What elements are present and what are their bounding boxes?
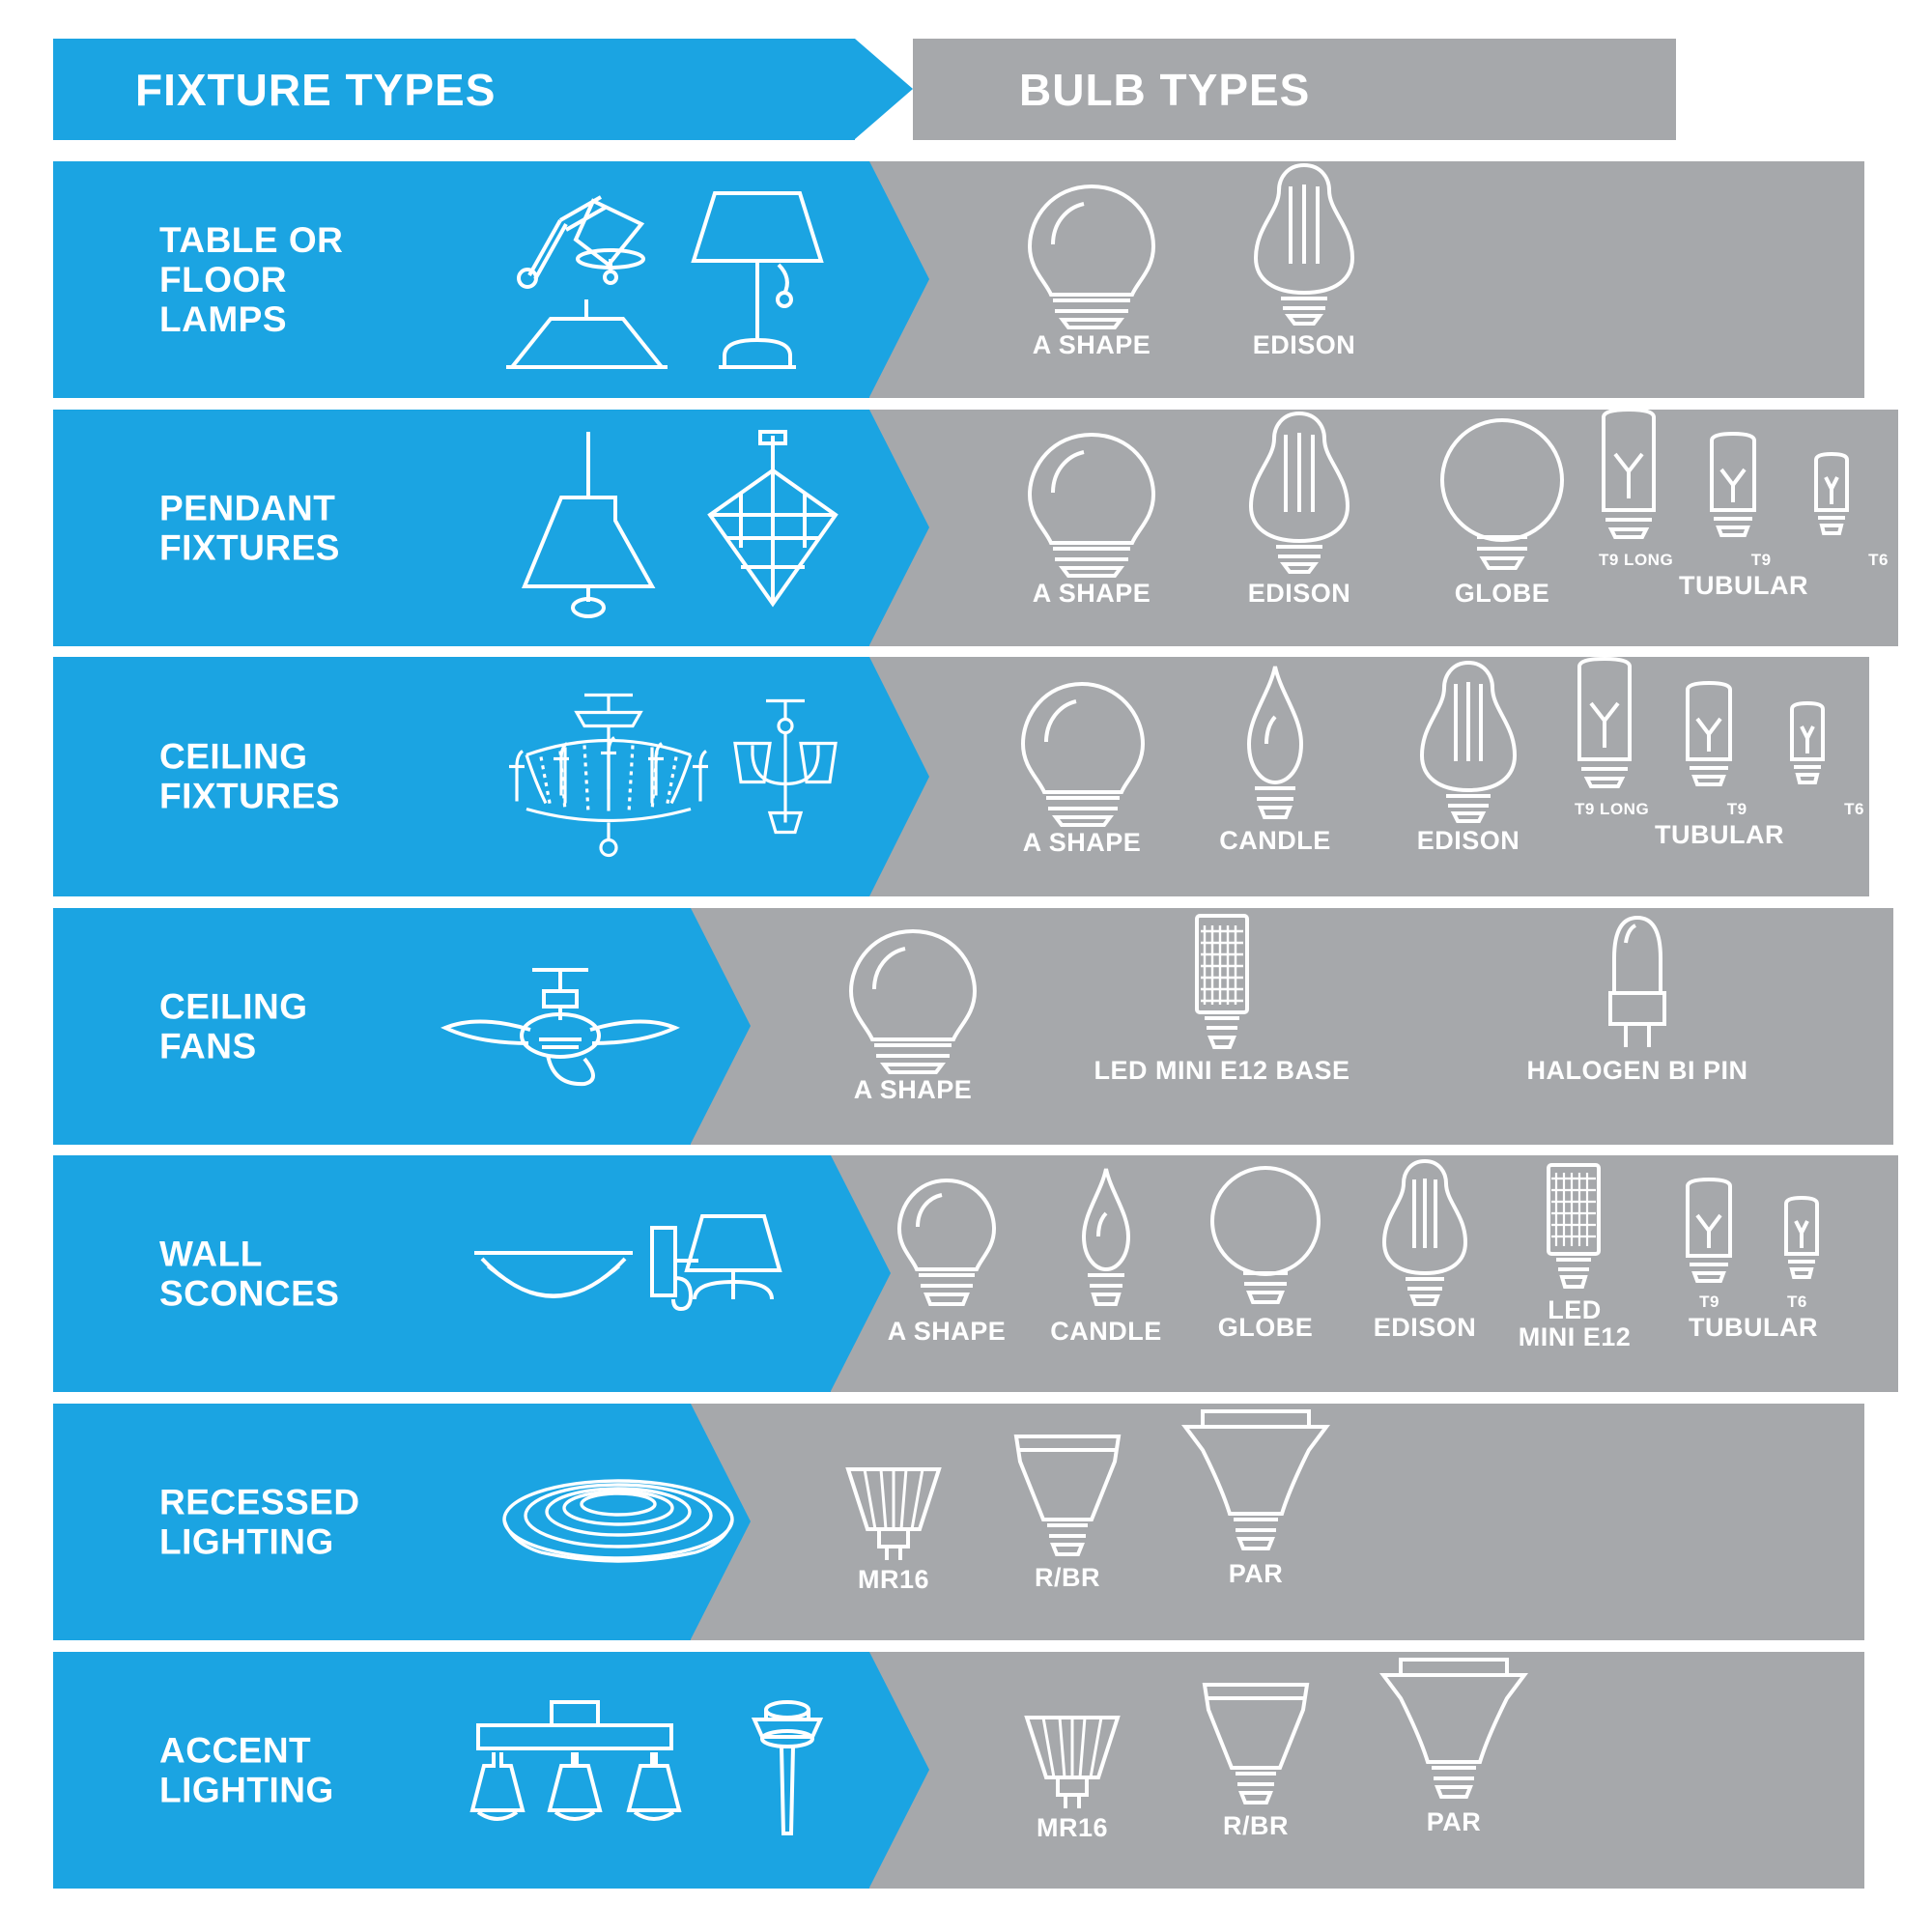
bulb-item xyxy=(980,674,1183,856)
bulb-list xyxy=(980,1652,1676,1889)
fixture-icons xyxy=(440,964,681,1090)
bulb-list xyxy=(980,657,1879,896)
bulb-item xyxy=(1159,1406,1352,1587)
bulb-list xyxy=(855,1155,1898,1392)
bulb-label: PAR xyxy=(1426,1807,1482,1836)
fixture-label-line2: FIXTURES xyxy=(159,777,340,816)
bulb-label: R/BR xyxy=(1035,1563,1100,1592)
bulb-label: CANDLE xyxy=(1219,826,1331,855)
bulb-label: LED MINI E12 BASE xyxy=(1094,1056,1350,1085)
fixture-label-line1: CEILING xyxy=(159,986,308,1027)
tubular-sub-label: T9 LONG xyxy=(1599,551,1674,569)
fixture-label-line2: LIGHTING xyxy=(159,1770,334,1810)
fixture-icons xyxy=(507,432,865,625)
fixture-icons xyxy=(493,184,879,377)
tubular-sub-label: T6 xyxy=(1844,800,1864,818)
tubular-bulb-icon xyxy=(1633,1177,1874,1293)
recessed-can-icon xyxy=(504,1481,732,1561)
fixture-icons xyxy=(469,1698,845,1843)
bulb-label: A SHAPE xyxy=(853,1075,973,1104)
row-ceiling-fans xyxy=(53,908,1893,1145)
a-shape-bulb-icon xyxy=(985,425,1198,580)
bulb-label: A SHAPE xyxy=(1032,579,1151,608)
a-shape-bulb-icon xyxy=(985,177,1198,331)
edison-bulb-icon xyxy=(1367,655,1570,827)
wall-shade-sconce-icon xyxy=(652,1216,780,1309)
bulb-item-tubular xyxy=(1584,406,1903,599)
bulb-item xyxy=(1193,406,1406,607)
tubular-bulb-icon xyxy=(1584,406,1903,551)
bulb-label: EDISON xyxy=(1247,579,1351,608)
mr16-bulb-icon xyxy=(980,1708,1164,1814)
track-light-icon xyxy=(472,1702,679,1819)
bulb-label: A SHAPE xyxy=(1022,828,1142,857)
mr16-bulb-icon xyxy=(807,1460,980,1566)
bulb-item xyxy=(1396,408,1608,607)
row-ceiling-fixtures xyxy=(53,657,1869,896)
led-mini-bulb-icon xyxy=(1014,912,1430,1057)
bulb-item xyxy=(980,1708,1164,1841)
tubular-sub-label: T9 LONG xyxy=(1575,800,1650,818)
row-recessed-lighting xyxy=(53,1404,1864,1640)
a-shape-bulb-icon xyxy=(855,1173,1038,1318)
tubular-sub-label: T9 xyxy=(1726,800,1747,818)
table-lamp-icon xyxy=(694,193,821,367)
fixture-label xyxy=(159,1482,360,1562)
par-bulb-icon xyxy=(1352,1654,1555,1808)
bulb-item xyxy=(1014,912,1430,1084)
a-shape-bulb-icon xyxy=(980,674,1183,829)
bulb-label: GLOBE xyxy=(1217,1313,1314,1342)
bulb-item xyxy=(1425,910,1850,1084)
bulb-label: TUBULAR xyxy=(1689,1313,1818,1342)
bulb-item xyxy=(1174,1157,1357,1341)
fixture-label-line2: FIXTURES xyxy=(159,527,340,568)
candle-bulb-icon xyxy=(1014,1163,1198,1318)
bulb-item xyxy=(807,922,1019,1103)
row-table-or-floor-lamps xyxy=(53,161,1864,398)
tubular-sub-label: T9 xyxy=(1750,551,1772,569)
fixture-icons xyxy=(469,1207,807,1342)
fixture-label-line1: RECESSED xyxy=(159,1482,360,1522)
bulb-label: TUBULAR xyxy=(1655,820,1784,849)
bulb-label: MR16 xyxy=(857,1565,930,1594)
fixture-label xyxy=(159,1730,334,1810)
bulb-label: A SHAPE xyxy=(1032,330,1151,359)
fixture-label xyxy=(159,986,308,1066)
bulb-label: PAR xyxy=(1228,1559,1284,1588)
bulb-list xyxy=(807,908,1889,1145)
bulb-label-line1: LED xyxy=(1548,1295,1602,1324)
fixture-label xyxy=(159,737,340,817)
bulb-list xyxy=(807,1404,1483,1640)
fixture-label-line1: CEILING xyxy=(159,736,308,777)
desk-lamp-icon xyxy=(506,197,668,367)
fixture-label xyxy=(159,1234,339,1314)
fixture-label-line1: ACCENT xyxy=(159,1730,312,1771)
bulb-list xyxy=(985,410,1903,646)
fixture-label-line2: FANS xyxy=(159,1026,257,1066)
bulb-label: EDISON xyxy=(1373,1313,1477,1342)
bulb-label: EDISON xyxy=(1416,826,1520,855)
fixture-label-line2: FLOOR xyxy=(159,259,287,299)
rbr-bulb-icon xyxy=(1159,1677,1352,1812)
bulb-label: A SHAPE xyxy=(887,1317,1007,1346)
row-pendant-fixtures xyxy=(53,410,1898,646)
wall-bowl-sconce-icon xyxy=(474,1253,633,1296)
fixture-label-line1: TABLE OR xyxy=(159,219,344,260)
tubular-bulb-icon xyxy=(1560,655,1879,800)
bulb-item xyxy=(985,425,1198,607)
chandelier-small-icon xyxy=(735,701,836,833)
rbr-bulb-icon xyxy=(976,1429,1159,1564)
fixture-label-line1: WALL xyxy=(159,1234,263,1274)
fixture-label xyxy=(159,488,340,568)
bulb-label: MR16 xyxy=(1036,1813,1109,1842)
fixture-label-line1: PENDANT xyxy=(159,488,336,528)
bulb-label: GLOBE xyxy=(1454,579,1550,608)
bulb-item xyxy=(1159,1677,1352,1839)
bulb-item xyxy=(1352,1654,1555,1835)
bulb-item xyxy=(985,177,1198,358)
fixture-label-line2: LIGHTING xyxy=(159,1521,334,1562)
par-bulb-icon xyxy=(1159,1406,1352,1560)
fixture-label-line3: LAMPS xyxy=(159,299,287,340)
header-bulb-types-label: BULB TYPES xyxy=(1019,64,1311,115)
bulb-item xyxy=(1014,1163,1198,1345)
bulb-label: CANDLE xyxy=(1050,1317,1162,1346)
edison-bulb-icon xyxy=(1198,157,1410,331)
bulb-item xyxy=(1367,655,1570,854)
edison-bulb-icon xyxy=(1193,406,1406,580)
fixture-icons xyxy=(469,688,894,867)
bulb-label: TUBULAR xyxy=(1679,571,1808,600)
bulb-label: EDISON xyxy=(1252,330,1356,359)
fixture-icons xyxy=(502,1469,734,1576)
fixture-label xyxy=(159,219,343,339)
bulb-item-tubular xyxy=(1560,655,1879,848)
bulb-item xyxy=(1198,157,1410,358)
candle-bulb-icon xyxy=(1174,661,1377,827)
globe-bulb-icon xyxy=(1174,1157,1357,1314)
path-light-icon xyxy=(754,1702,820,1833)
bulb-item xyxy=(976,1429,1159,1591)
bulb-item xyxy=(807,1460,980,1593)
bulb-label-line2: MINI E12 xyxy=(1518,1322,1632,1352)
bulb-label: R/BR xyxy=(1223,1811,1289,1840)
pendant-cage-icon xyxy=(710,432,836,604)
row-wall-sconces xyxy=(53,1155,1898,1392)
chandelier-large-icon xyxy=(509,696,708,856)
a-shape-bulb-icon xyxy=(807,922,1019,1076)
bulb-list xyxy=(985,161,1855,398)
header xyxy=(53,39,1623,140)
halogen-bipin-icon xyxy=(1425,910,1850,1057)
tubular-sub-label: T6 xyxy=(1787,1293,1807,1311)
tubular-sub-label: T9 xyxy=(1699,1293,1719,1311)
header-fixture-types-label: FIXTURE TYPES xyxy=(135,64,497,115)
bulb-item xyxy=(1174,661,1377,854)
globe-bulb-icon xyxy=(1396,408,1608,580)
ceiling-fan-icon xyxy=(445,970,675,1084)
row-accent-lighting xyxy=(53,1652,1864,1889)
bulb-label: HALOGEN BI PIN xyxy=(1526,1056,1748,1085)
pendant-cone-icon xyxy=(525,432,652,616)
tubular-sub-label: T6 xyxy=(1868,551,1889,569)
fixture-label-line2: SCONCES xyxy=(159,1273,340,1314)
bulb-item-tubular xyxy=(1633,1177,1874,1341)
bulb-item xyxy=(855,1173,1038,1345)
